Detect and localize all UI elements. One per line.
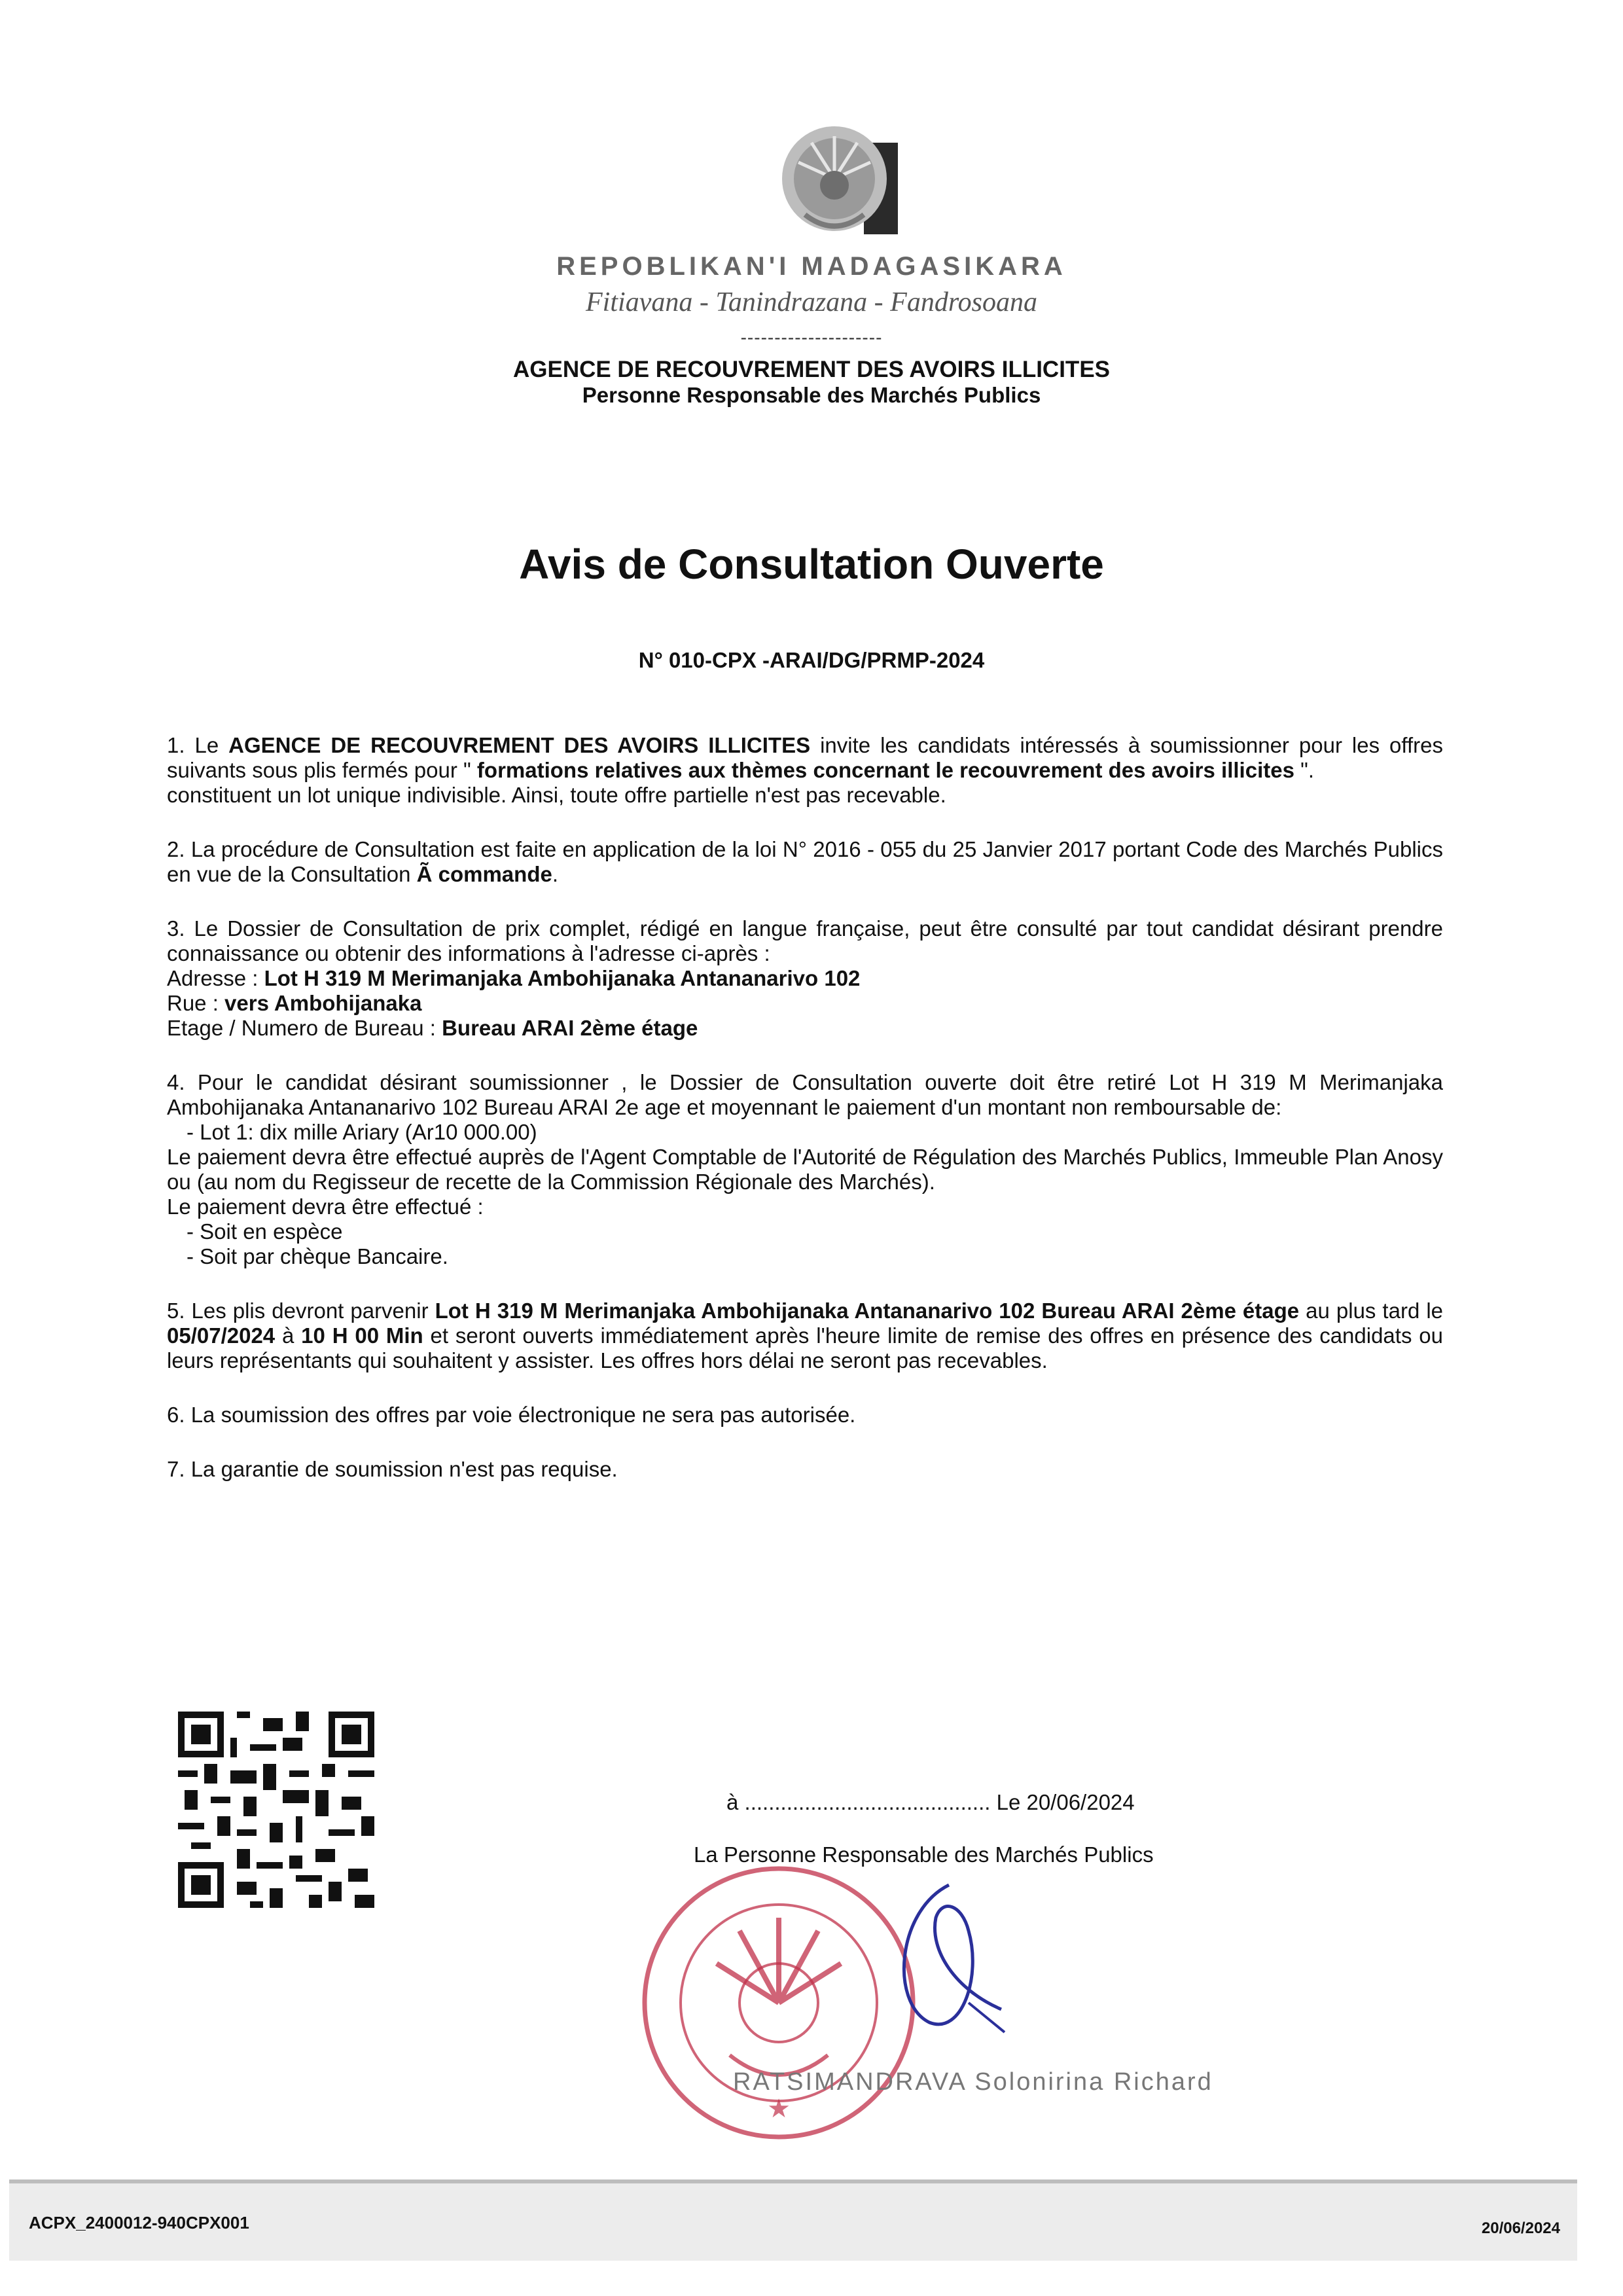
paragraph-1 xyxy=(167,733,1443,808)
republic-name: REPOBLIKAN'I MADAGASIKARA xyxy=(556,252,1067,281)
p4-payment-place: Le paiement devra être effectué auprès de l'Agent Comptable de l'Autorité de Régulation des Marchés Publics, Immeuble Plan Anosy ou (au nom du Regisseur de recette de la Commission Régionale des Marchés). xyxy=(167,1145,1443,1194)
p3-intro: 3. Le Dossier de Consultation de prix complet, rédigé en langue française, peut être consulté par tout candidat désirant prendre connaissance ou obtenir des informations à l'adresse ci-après : xyxy=(167,916,1443,965)
madagascar-coat-of-arms-icon xyxy=(766,117,903,244)
p5-deadline-time: 10 H 00 Min xyxy=(301,1323,423,1348)
p1-text-e: ". xyxy=(1294,758,1314,782)
p5-text-a: 5. Les plis devront parvenir xyxy=(167,1299,435,1323)
place-and-date: à ......................................... Le 20/06/2024 xyxy=(726,1790,1135,1814)
paragraph-4 xyxy=(167,1070,1443,1269)
p5-text-g: et seront ouverts immédiatement après l'heure limite de remise des offres en présence des candidats ou leurs représentants qui souhaitent y assister. Les offres hors délai ne seront pas recevables. xyxy=(167,1323,1443,1372)
p5-text-e: à xyxy=(275,1323,302,1348)
office-label: Etage / Numero de Bureau : xyxy=(167,1016,442,1040)
p5-address: Lot H 319 M Merimanjaka Ambohijanaka Antananarivo 102 Bureau ARAI 2ème étage xyxy=(435,1299,1300,1323)
p1-agency: AGENCE DE RECOUVREMENT DES AVOIRS ILLICITES xyxy=(228,733,811,757)
p1-text-a: 1. Le xyxy=(167,733,229,757)
p4-lot-price: - Lot 1: dix mille Ariary (Ar10 000.00) xyxy=(187,1120,537,1144)
p4-method-cheque: - Soit par chèque Bancaire. xyxy=(187,1244,448,1268)
p4-payment-methods-label: Le paiement devra être effectué : xyxy=(167,1194,484,1219)
header-separator: --------------------- xyxy=(740,327,883,348)
signatory-role: La Personne Responsable des Marchés Publics xyxy=(694,1842,1154,1867)
reference-number: N° 010-CPX -ARAI/DG/PRMP-2024 xyxy=(638,648,985,672)
qr-code-icon xyxy=(178,1712,374,1908)
p2-text-c: . xyxy=(552,862,558,886)
paragraph-2 xyxy=(167,837,1443,887)
p1-lot-note: constituent un lot unique indivisible. Ainsi, toute offre partielle n'est pas recevable. xyxy=(167,783,946,807)
paragraph-5 xyxy=(167,1299,1443,1373)
p4-method-cash: - Soit en espèce xyxy=(187,1219,343,1244)
p1-subject: formations relatives aux thèmes concernant le recouvrement des avoirs illicites xyxy=(476,758,1294,782)
p5-text-c: au plus tard le xyxy=(1299,1299,1443,1323)
paragraph-6 xyxy=(167,1403,1443,1427)
street-label: Rue : xyxy=(167,991,225,1015)
page-title: Avis de Consultation Ouverte xyxy=(519,541,1104,588)
authority-name: Personne Responsable des Marchés Publics xyxy=(582,383,1041,407)
signatory-name: RATSIMANDRAVA Solonirina Richard xyxy=(733,2068,1213,2096)
svg-text:★: ★ xyxy=(767,2094,791,2124)
p4-intro: 4. Pour le candidat désirant soumissionner , le Dossier de Consultation ouverte doit être retiré Lot H 319 M Merimanjaka Ambohijanaka Antananarivo 102 Bureau ARAI 2e age et moyennant le paiement d'un montant non remboursable de: xyxy=(167,1070,1443,1119)
notice-body xyxy=(167,733,1443,1511)
p6-text: 6. La soumission des offres par voie électronique ne sera pas autorisée. xyxy=(167,1403,856,1427)
document-code: ACPX_2400012-940CPX001 xyxy=(29,2213,249,2233)
p7-text: 7. La garantie de soumission n'est pas requise. xyxy=(167,1457,618,1481)
document-footer xyxy=(9,2179,1577,2261)
p5-deadline-date: 05/07/2024 xyxy=(167,1323,276,1348)
address-label: Adresse : xyxy=(167,966,264,990)
p1-text-c: invite les candidats intéressés à soumissionner pour les offres suivants sous plis fermés pour " xyxy=(167,733,1443,782)
p2-mode: Ã commande xyxy=(416,862,552,886)
paragraph-3 xyxy=(167,916,1443,1041)
signature-icon xyxy=(870,1872,1027,2042)
office-value: Bureau ARAI 2ème étage xyxy=(442,1016,698,1040)
address-value: Lot H 319 M Merimanjaka Ambohijanaka Antananarivo 102 xyxy=(264,966,861,990)
national-motto: Fitiavana - Tanindrazana - Fandrosoana xyxy=(586,287,1037,317)
agency-name: AGENCE DE RECOUVREMENT DES AVOIRS ILLICITES xyxy=(512,357,1111,382)
paragraph-7 xyxy=(167,1457,1443,1482)
street-value: vers Ambohijanaka xyxy=(224,991,422,1015)
footer-date: 20/06/2024 xyxy=(1481,2219,1560,2237)
p2-text-a: 2. La procédure de Consultation est faite en application de la loi N° 2016 - 055 du 25 Janvier 2017 portant Code des Marchés Publics en vue de la Consultation xyxy=(167,837,1443,886)
